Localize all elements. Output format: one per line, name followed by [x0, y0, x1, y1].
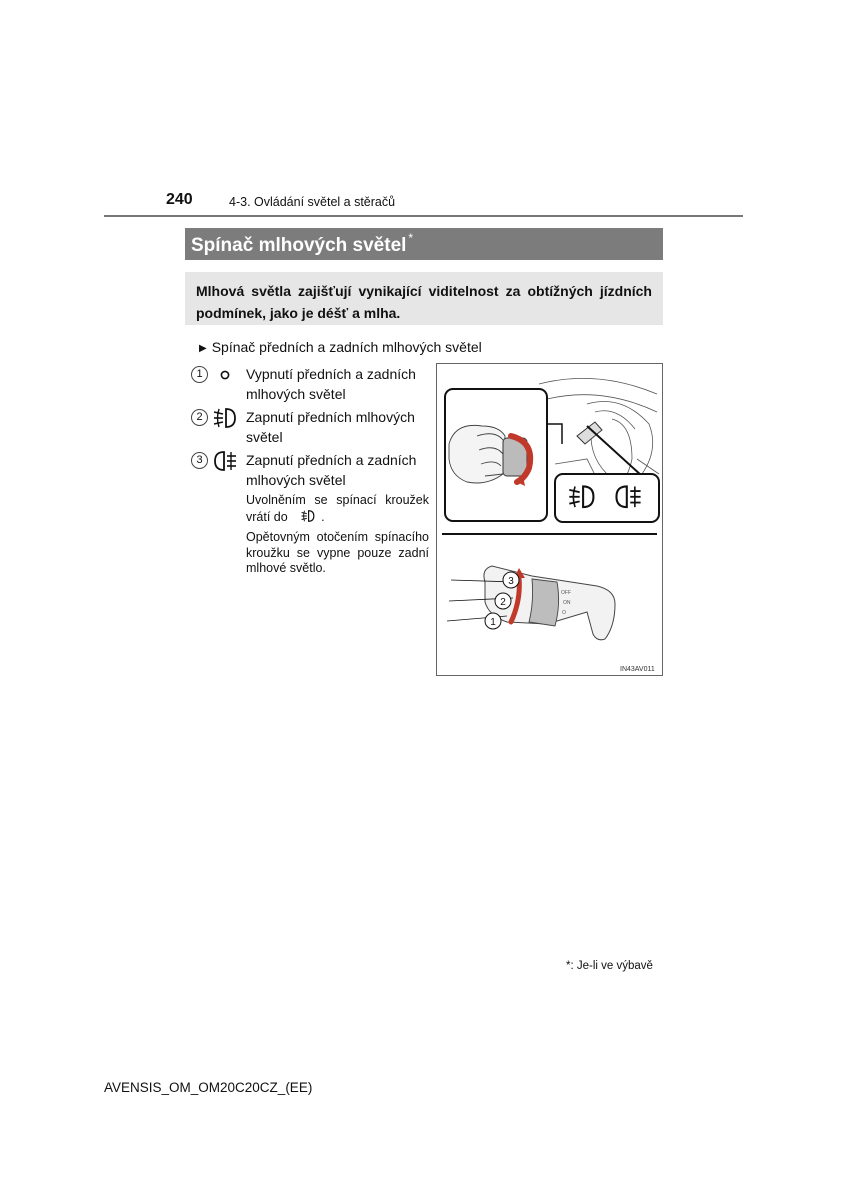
item-1-text [246, 364, 431, 404]
header-rule [104, 215, 743, 217]
rear-fog-light-icon [212, 449, 238, 473]
triangle-bullet-icon: ▶ [199, 343, 207, 354]
intro-box [185, 272, 663, 325]
fog-switch-illustration [437, 364, 662, 675]
release-note-end: . [321, 509, 325, 524]
svg-text:O: O [562, 610, 566, 616]
front-fog-light-icon [212, 406, 238, 430]
section-title-bar [185, 228, 663, 260]
item-1-line-1: Vypnutí předních a zadních [246, 366, 416, 382]
item-2-line-2: světel [246, 429, 283, 445]
item-number-3: 3 [191, 452, 208, 469]
intro-text: Mlhová světla zajišťují vynikající viditelnost za obtížných jízdních podmínek, jako je déšť a mlha. [196, 283, 652, 321]
item-number-1: 1 [191, 366, 208, 383]
footer-document-id: AVENSIS_OM_OM20C20CZ_(EE) [104, 1080, 313, 1095]
item-1-line-2: mlhových světel [246, 386, 346, 402]
second-turn-note: Opětovným otočením spínacího kroužku se vypne pouze zadní mlhové světlo. [246, 530, 429, 575]
front-fog-light-icon [297, 509, 319, 523]
figure-callout-3-label: 3 [508, 576, 514, 587]
release-note-text: Uvolněním se spínací kroužek vrátí do [246, 493, 429, 524]
figure-code: IN43AV011 [620, 666, 655, 673]
svg-text:ON: ON [563, 600, 571, 606]
release-note [246, 493, 429, 525]
figure-callout-1-label: 1 [490, 617, 496, 628]
subheading [199, 339, 482, 355]
item-3-line-1: Zapnutí předních a zadních [246, 452, 417, 468]
page-number: 240 [166, 191, 193, 208]
fog-switch-figure [436, 363, 663, 676]
figure-callout-2-label: 2 [500, 597, 506, 608]
chapter-title: 4-3. Ovládání světel a stěračů [229, 195, 396, 209]
svg-text:OFF: OFF [561, 590, 571, 596]
availability-marker: * [408, 231, 414, 245]
section-title: Spínač mlhových světel [191, 235, 407, 256]
item-2-text [246, 407, 431, 447]
subheading-text: Spínač předních a zadních mlhových světel [211, 339, 482, 355]
item-3-text [246, 450, 431, 490]
item-number-2: 2 [191, 409, 208, 426]
footnote: *: Je-li ve výbavě [566, 960, 653, 972]
off-circle-icon [218, 368, 232, 382]
item-3-line-2: mlhových světel [246, 472, 346, 488]
item-2-line-1: Zapnutí předních mlhových [246, 409, 415, 425]
